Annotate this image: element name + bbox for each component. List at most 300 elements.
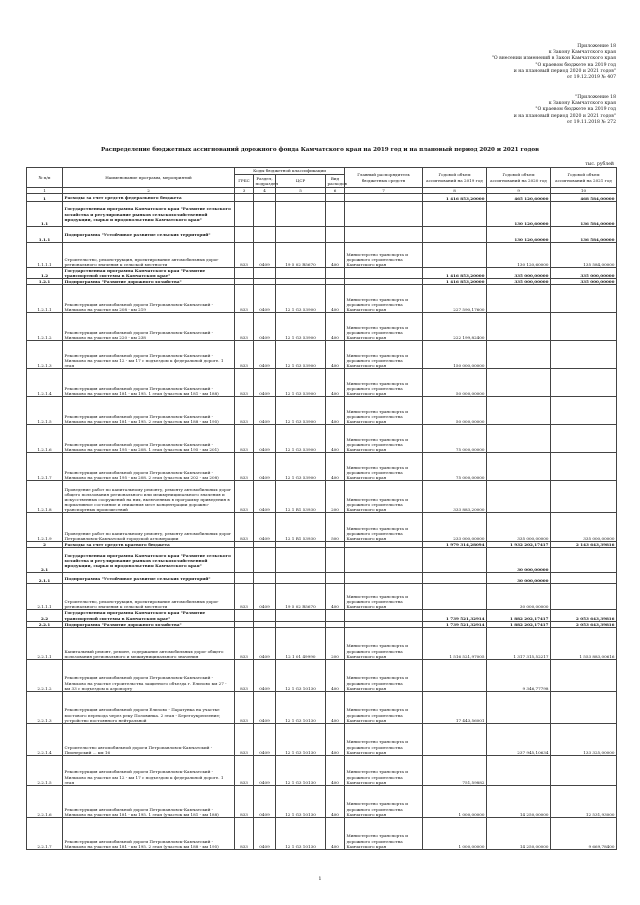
row-amount-2019: 1 516 521,97005 bbox=[423, 627, 487, 659]
col-header-num: № п/п bbox=[27, 168, 63, 188]
row-amount-2019 bbox=[423, 548, 487, 573]
row-csr: 19 5 02 R5670 bbox=[276, 584, 326, 610]
row-number: 2.1 bbox=[27, 548, 63, 573]
row-amount-2021 bbox=[551, 584, 617, 610]
row-manager: Министерство транспорта и дорожного строительства Камчатского края bbox=[345, 785, 423, 817]
row-name: Расходы за счет средств федерального бюджета bbox=[63, 194, 235, 202]
row-number: 2.2.1.2 bbox=[27, 659, 63, 691]
row-csr bbox=[276, 610, 326, 621]
row-amount-2020 bbox=[487, 691, 551, 723]
row-section: 0409 bbox=[254, 817, 276, 849]
row-csr: 12 1 G3 10130 bbox=[276, 723, 326, 755]
row-amount-2021: 2 053 643,39816 bbox=[551, 610, 617, 621]
table-row bbox=[27, 691, 617, 723]
header-original-line: "Приложение 18 bbox=[575, 95, 616, 100]
col-header-grbs: ГРБС bbox=[235, 175, 254, 188]
header-current-line: и на плановый период 2020 и 2021 годов" bbox=[513, 68, 616, 74]
row-expense-type: 400 bbox=[326, 584, 345, 610]
row-manager: Министерство транспорта и дорожного строительства Камчатского края bbox=[345, 627, 423, 659]
header-current-line: "О внесении изменений в Закон Камчатского края bbox=[491, 56, 616, 62]
header-current-line: к Закону Камчатского края bbox=[548, 50, 616, 56]
table-row bbox=[27, 817, 617, 849]
table-row bbox=[27, 584, 617, 610]
column-number: 5 bbox=[276, 188, 326, 194]
table-row bbox=[27, 313, 617, 341]
row-expense-type bbox=[326, 268, 345, 279]
row-csr: 12 1 G3 53900 bbox=[276, 397, 326, 425]
row-expense-type: 400 bbox=[326, 785, 345, 817]
row-amount-2021 bbox=[551, 691, 617, 723]
row-manager: Министерство транспорта и дорожного строительства Камчатского края bbox=[345, 584, 423, 610]
page-number: 1 bbox=[318, 876, 322, 882]
row-amount-2021 bbox=[551, 425, 617, 453]
col-header-codes: Коды бюджетной классификации bbox=[235, 168, 345, 175]
row-section: 0409 bbox=[254, 481, 276, 513]
row-section: 0409 bbox=[254, 285, 276, 313]
row-csr: 12 1 01 49990 bbox=[276, 627, 326, 659]
row-amount-2020: 30 000,00000 bbox=[487, 573, 551, 584]
row-grbs: 833 bbox=[235, 691, 254, 723]
col-header-vr: Вид расходов bbox=[327, 175, 347, 186]
row-manager bbox=[345, 194, 423, 202]
col-header-manager: Главный распорядитель бюджетных средств bbox=[345, 168, 423, 188]
appendix-header-current bbox=[492, 44, 616, 81]
table-row bbox=[27, 268, 617, 279]
row-section: 0409 bbox=[254, 243, 276, 268]
row-grbs: 833 bbox=[235, 481, 254, 513]
row-amount-2019: 50 000,00000 bbox=[423, 397, 487, 425]
row-amount-2020 bbox=[487, 453, 551, 481]
row-expense-type bbox=[326, 194, 345, 202]
row-manager bbox=[345, 268, 423, 279]
row-number: 1.2.1.3 bbox=[27, 341, 63, 369]
row-amount-2021 bbox=[551, 285, 617, 313]
row-expense-type: 400 bbox=[326, 691, 345, 723]
row-expense-type bbox=[326, 227, 345, 243]
row-grbs: 833 bbox=[235, 285, 254, 313]
row-grbs: 833 bbox=[235, 397, 254, 425]
row-section: 0409 bbox=[254, 513, 276, 542]
row-section: 0409 bbox=[254, 313, 276, 341]
column-number: 8 bbox=[423, 188, 487, 194]
col-header-name: Наименование программ, мероприятий bbox=[63, 168, 235, 188]
row-name: Государственная программа Камчатского края "Развитие транспортной системы в Камчатском крае" bbox=[63, 610, 235, 621]
row-amount-2019 bbox=[423, 573, 487, 584]
row-amount-2019 bbox=[423, 723, 487, 755]
table-row bbox=[27, 227, 617, 243]
row-manager bbox=[345, 202, 423, 227]
row-amount-2020 bbox=[487, 313, 551, 341]
row-section: 0409 bbox=[254, 397, 276, 425]
row-amount-2020: 9 346,77798 bbox=[487, 659, 551, 691]
row-amount-2019 bbox=[423, 243, 487, 268]
row-csr: 12 1 G3 10130 bbox=[276, 691, 326, 723]
row-name: Строительство автомобильной дороги Петропавловск-Камчатский - Пионерский ... км 16 bbox=[63, 723, 235, 755]
row-number: 1.2.1.6 bbox=[27, 425, 63, 453]
row-manager: Министерство транспорта и дорожного строительства Камчатского края bbox=[345, 755, 423, 785]
row-manager: Министерство транспорта и дорожного строительства Камчатского края bbox=[345, 243, 423, 268]
table-row bbox=[27, 202, 617, 227]
row-number: 2.1.1.1 bbox=[27, 584, 63, 610]
row-amount-2021: 2 053 643,39816 bbox=[551, 621, 617, 627]
row-amount-2019 bbox=[423, 227, 487, 243]
row-amount-2019: 1 416 853,20000 bbox=[423, 194, 487, 202]
row-name: Государственная программа Камчатского края "Развитие сельского хозяйства и регулирование рынков сельскохозяйственной продукции, сырья и продовольствия Камчатского края" bbox=[63, 202, 235, 227]
row-manager bbox=[345, 227, 423, 243]
row-amount-2019: 1 000,00000 bbox=[423, 785, 487, 817]
row-amount-2020: 1 932 202,17417 bbox=[487, 542, 551, 548]
row-name: Реконструкция автомобильной дороги Елизово - Паратунка на участке мостового перехода через реку Половинка. 2 этап - Берегоукрепление; устройство постоянного нейтральной bbox=[63, 691, 235, 723]
table-row bbox=[27, 627, 617, 659]
row-number: 2 bbox=[27, 542, 63, 548]
row-csr: 12 1 G3 53900 bbox=[276, 453, 326, 481]
appendix-header-original bbox=[514, 95, 616, 126]
table-row bbox=[27, 425, 617, 453]
row-name: Реконструкция автомобильной дороги Петропавловск-Камчатский - Мильково на участке км 181 - км 195. 2 этап (участок км 188 - км 195) bbox=[63, 817, 235, 849]
row-name: Подпрограмма "Развитие дорожного хозяйства" bbox=[63, 621, 235, 627]
col-header-2021: Годовой объем ассигнований на 2021 год bbox=[551, 168, 617, 188]
row-amount-2021: 335 000,00000 bbox=[551, 268, 617, 279]
row-expense-type bbox=[326, 548, 345, 573]
header-current-line: от 19.12.2019 № 407 bbox=[566, 75, 616, 81]
row-amount-2020: 1 882 202,17417 bbox=[487, 610, 551, 621]
row-amount-2020: 30 000,00000 bbox=[487, 584, 551, 610]
row-number: 2.1.1 bbox=[27, 573, 63, 584]
row-amount-2021 bbox=[551, 341, 617, 369]
row-manager bbox=[345, 573, 423, 584]
row-grbs: 833 bbox=[235, 817, 254, 849]
row-amount-2020: 335 000,00000 bbox=[487, 268, 551, 279]
row-section: 0409 bbox=[254, 425, 276, 453]
column-number: 1 bbox=[27, 188, 63, 194]
row-number: 1.2.1.2 bbox=[27, 313, 63, 341]
row-expense-type: 500 bbox=[326, 513, 345, 542]
row-section: 0409 bbox=[254, 341, 276, 369]
row-name: Реконструкция автомобильной дороги Петропавловск-Камчатский - Мильково на участке км 181 - км 195. 1 этап (участок км 181 - км 188) bbox=[63, 785, 235, 817]
row-csr: 12 1 G3 10130 bbox=[276, 659, 326, 691]
table-row bbox=[27, 723, 617, 755]
row-number: 1 bbox=[27, 194, 63, 202]
row-amount-2020: 1 317 315,52217 bbox=[487, 627, 551, 659]
row-amount-2020: 1 882 202,17417 bbox=[487, 621, 551, 627]
row-expense-type: 400 bbox=[326, 285, 345, 313]
row-csr: 12 1 G3 10130 bbox=[276, 755, 326, 785]
row-grbs: 833 bbox=[235, 313, 254, 341]
row-amount-2019: 17 443,56001 bbox=[423, 691, 487, 723]
column-number: 2 bbox=[63, 188, 235, 194]
col-header-2020: Годовой объем ассигнований на 2020 год bbox=[487, 168, 551, 188]
row-amount-2021: 1 553 883,00616 bbox=[551, 627, 617, 659]
row-grbs: 833 bbox=[235, 755, 254, 785]
row-name: Строительство, реконструкция, проектирование автомобильных дорог регионального значения к сельской местности bbox=[63, 243, 235, 268]
row-grbs: 833 bbox=[235, 425, 254, 453]
row-csr: 12 1 G3 10130 bbox=[276, 817, 326, 849]
row-section bbox=[254, 548, 276, 573]
row-name: Реконструкция автомобильной дороги Петропавловск-Камчатский - Мильково на участке км 181 - км 195. 1 этап (участок км 181 - км 188) bbox=[63, 369, 235, 397]
row-expense-type: 200 bbox=[326, 627, 345, 659]
row-amount-2021: 468 584,00000 bbox=[551, 194, 617, 202]
row-number: 2.2.1.5 bbox=[27, 755, 63, 785]
row-expense-type: 400 bbox=[326, 425, 345, 453]
row-manager: Министерство транспорта и дорожного строительства Камчатского края bbox=[345, 723, 423, 755]
row-amount-2021: 9 669,78400 bbox=[551, 817, 617, 849]
row-amount-2020 bbox=[487, 397, 551, 425]
header-current-line: Приложение 18 bbox=[577, 44, 616, 49]
row-number: 2.2.1 bbox=[27, 621, 63, 627]
row-amount-2020: 237 945,10634 bbox=[487, 723, 551, 755]
row-section: 0409 bbox=[254, 755, 276, 785]
row-csr: 12 1 G3 53900 bbox=[276, 425, 326, 453]
row-section: 0409 bbox=[254, 691, 276, 723]
row-csr: 19 5 02 R5670 bbox=[276, 243, 326, 268]
table-row bbox=[27, 785, 617, 817]
row-number: 2.2.1.1 bbox=[27, 627, 63, 659]
row-grbs bbox=[235, 194, 254, 202]
row-amount-2021 bbox=[551, 573, 617, 584]
row-csr: 12 1 R1 53930 bbox=[276, 513, 326, 542]
row-amount-2019: 50 000,00000 bbox=[423, 369, 487, 397]
column-number: 6 bbox=[326, 188, 345, 194]
row-manager: Министерство транспорта и дорожного строительства Камчатского края bbox=[345, 341, 423, 369]
row-manager: Министерство транспорта и дорожного строительства Камчатского края bbox=[345, 369, 423, 397]
row-number: 1.2.1.5 bbox=[27, 397, 63, 425]
row-csr bbox=[276, 194, 326, 202]
row-name: Расходы за счет средств краевого бюджета bbox=[63, 542, 235, 548]
row-csr bbox=[276, 573, 326, 584]
table-row bbox=[27, 453, 617, 481]
row-amount-2020: 14 250,00000 bbox=[487, 785, 551, 817]
row-amount-2021 bbox=[551, 397, 617, 425]
row-amount-2020 bbox=[487, 285, 551, 313]
row-name: Капитальный ремонт, ремонт, содержание автомобильных дорог общего пользования регионального и межмуниципального значения bbox=[63, 627, 235, 659]
row-section: 0409 bbox=[254, 659, 276, 691]
row-manager bbox=[345, 548, 423, 573]
row-grbs: 833 bbox=[235, 785, 254, 817]
row-expense-type: 400 bbox=[326, 369, 345, 397]
row-number: 1.2.1.4 bbox=[27, 369, 63, 397]
row-manager: Министерство транспорта и дорожного строительства Камчатского края bbox=[345, 453, 423, 481]
row-amount-2019: 1 739 521,32914 bbox=[423, 621, 487, 627]
row-name: Подпрограмма "Устойчивое развитие сельских территорий" bbox=[63, 227, 235, 243]
row-amount-2019 bbox=[423, 659, 487, 691]
row-name: Проведение работ по капитальному ремонту, ремонту автомобильных дорог Петропавловск-Камчатской городской агломерации bbox=[63, 513, 235, 542]
row-grbs: 833 bbox=[235, 627, 254, 659]
row-amount-2020 bbox=[487, 341, 551, 369]
table-row bbox=[27, 194, 617, 202]
row-number: 2.2.1.6 bbox=[27, 785, 63, 817]
row-amount-2020: 465 120,60000 bbox=[487, 194, 551, 202]
row-csr bbox=[276, 227, 326, 243]
col-header-csr: ЦСР bbox=[276, 175, 326, 188]
row-manager: Министерство транспорта и дорожного строительства Камчатского края bbox=[345, 659, 423, 691]
row-manager bbox=[345, 610, 423, 621]
row-amount-2019: 333 883,20000 bbox=[423, 481, 487, 513]
row-amount-2019: 75 000,00000 bbox=[423, 425, 487, 453]
units-label: тыс. рублей bbox=[585, 162, 614, 167]
row-expense-type: 400 bbox=[326, 817, 345, 849]
row-manager: Министерство транспорта и дорожного строительства Камчатского края bbox=[345, 313, 423, 341]
row-expense-type: 400 bbox=[326, 397, 345, 425]
row-amount-2019: 222 199,82400 bbox=[423, 313, 487, 341]
row-grbs: 833 bbox=[235, 584, 254, 610]
row-amount-2021 bbox=[551, 481, 617, 513]
col-header-rzpr: Раздел, подраздел bbox=[255, 175, 279, 186]
row-name: Подпрограмма "Развитие дорожного хозяйства" bbox=[63, 279, 235, 285]
column-number: 10 bbox=[551, 188, 617, 194]
row-amount-2020: 335 000,00000 bbox=[487, 279, 551, 285]
row-amount-2021: 335 000,00000 bbox=[551, 279, 617, 285]
row-amount-2019: 150 000,00000 bbox=[423, 341, 487, 369]
row-csr: 12 1 G3 10130 bbox=[276, 785, 326, 817]
row-name: Реконструкция автомобильной дороги Петропавловск-Камчатский - Мильково на участке строительства защитного объезда г. Елизово км 27 - км 33 с подъездом к аэропорту bbox=[63, 659, 235, 691]
row-name: Реконструкция автомобильной дороги Петропавловск-Камчатский - Мильково на участке км 195 - км 208. 2 этап (участок км 202 - км 208) bbox=[63, 453, 235, 481]
row-grbs: 833 bbox=[235, 659, 254, 691]
budget-table bbox=[26, 167, 617, 850]
row-number: 2.2.1.3 bbox=[27, 691, 63, 723]
row-amount-2021: 136 584,00000 bbox=[551, 202, 617, 227]
row-amount-2020 bbox=[487, 369, 551, 397]
col-header-2019: Годовой объем ассигнований на 2019 год bbox=[423, 168, 487, 188]
row-grbs: 833 bbox=[235, 369, 254, 397]
table-row bbox=[27, 610, 617, 621]
row-amount-2020 bbox=[487, 755, 551, 785]
table-row bbox=[27, 481, 617, 513]
row-grbs bbox=[235, 202, 254, 227]
row-expense-type: 200 bbox=[326, 481, 345, 513]
row-name: Реконструкция автомобильной дороги Петропавловск-Камчатский - Мильково на участке км 195 - км 208. 1 этап (участок км 195 - км 201) bbox=[63, 425, 235, 453]
row-grbs: 833 bbox=[235, 243, 254, 268]
row-section: 0409 bbox=[254, 627, 276, 659]
row-section bbox=[254, 610, 276, 621]
row-name: Реконструкция автомобильной дороги Петропавловск-Камчатский - Мильково на участке км 12 - км 17 с подъездом к федеральной дороге. 1 этап bbox=[63, 755, 235, 785]
header-original-line: и на плановый период 2020 и 2021 годов" bbox=[513, 113, 616, 119]
row-expense-type bbox=[326, 610, 345, 621]
row-csr bbox=[276, 268, 326, 279]
row-name: Подпрограмма "Устойчивое развитие сельских территорий" bbox=[63, 573, 235, 584]
table-row bbox=[27, 285, 617, 313]
row-name: Государственная программа Камчатского края "Развитие транспортной системы в Камчатском крае" bbox=[63, 268, 235, 279]
row-name: Проведение работ по капитальному ремонту, ремонту автомобильных дорог общего пользования регионального или межмуниципального значения и искусственных сооружений на них, включенных в программу приведения в нормативное состояние и снижения мест концентрации дорожно-транспортных происшествий bbox=[63, 481, 235, 513]
row-amount-2019 bbox=[423, 584, 487, 610]
row-number: 1.2.1 bbox=[27, 279, 63, 285]
table-body bbox=[27, 194, 617, 850]
row-section: 0409 bbox=[254, 453, 276, 481]
row-amount-2019: 1 416 853,20000 bbox=[423, 268, 487, 279]
row-grbs: 833 bbox=[235, 723, 254, 755]
header-original-line: от 19.11.2018 № 272 bbox=[566, 119, 616, 125]
row-section: 0409 bbox=[254, 369, 276, 397]
table-row bbox=[27, 369, 617, 397]
row-csr: 12 1 G3 53900 bbox=[276, 313, 326, 341]
row-amount-2020: 130 120,60000 bbox=[487, 202, 551, 227]
row-csr: 12 1 G3 53900 bbox=[276, 341, 326, 369]
row-amount-2019 bbox=[423, 202, 487, 227]
row-csr: 12 1 R1 53930 bbox=[276, 481, 326, 513]
column-number: 4 bbox=[254, 188, 276, 194]
row-expense-type: 400 bbox=[326, 313, 345, 341]
row-expense-type: 400 bbox=[326, 755, 345, 785]
row-expense-type: 400 bbox=[326, 453, 345, 481]
row-amount-2021 bbox=[551, 313, 617, 341]
row-amount-2019: 1 739 521,32914 bbox=[423, 610, 487, 621]
row-number: 1.1.1.1 bbox=[27, 243, 63, 268]
row-grbs bbox=[235, 548, 254, 573]
row-amount-2021 bbox=[551, 453, 617, 481]
row-number: 1.2 bbox=[27, 268, 63, 279]
header-current-line: "О краевом бюджете на 2019 год bbox=[535, 62, 616, 68]
table-row bbox=[27, 573, 617, 584]
row-amount-2021: 2 143 643,39816 bbox=[551, 542, 617, 548]
document-title: Распределение бюджетных ассигнований дорожного фонда Камчатского края на 2019 год и на плановый период 2020 и 2021 годов bbox=[100, 147, 540, 153]
row-amount-2021: 136 584,00000 bbox=[551, 227, 617, 243]
column-number: 7 bbox=[345, 188, 423, 194]
row-number: 1.2.1.9 bbox=[27, 513, 63, 542]
row-number: 1.1.1 bbox=[27, 227, 63, 243]
row-number: 2.2.1.7 bbox=[27, 817, 63, 849]
row-amount-2021 bbox=[551, 369, 617, 397]
row-amount-2019: 1 416 853,20000 bbox=[423, 279, 487, 285]
row-grbs: 833 bbox=[235, 341, 254, 369]
table-row bbox=[27, 755, 617, 785]
row-section: 0409 bbox=[254, 785, 276, 817]
row-manager: Министерство транспорта и дорожного строительства Камчатского края bbox=[345, 285, 423, 313]
row-number: 1.2.1.8 bbox=[27, 481, 63, 513]
row-manager: Министерство транспорта и дорожного строительства Камчатского края bbox=[345, 817, 423, 849]
row-number: 2.2 bbox=[27, 610, 63, 621]
row-grbs bbox=[235, 610, 254, 621]
column-number: 9 bbox=[487, 188, 551, 194]
row-amount-2020: 335 000,00000 bbox=[487, 513, 551, 542]
row-section: 0409 bbox=[254, 723, 276, 755]
table-row bbox=[27, 548, 617, 573]
row-expense-type: 400 bbox=[326, 341, 345, 369]
row-csr bbox=[276, 548, 326, 573]
table-row bbox=[27, 397, 617, 425]
table-row bbox=[27, 341, 617, 369]
row-amount-2021 bbox=[551, 659, 617, 691]
row-expense-type: 400 bbox=[326, 723, 345, 755]
row-name: Реконструкция автомобильной дороги Петропавловск-Камчатский - Мильково на участке км 220 - км 238 bbox=[63, 313, 235, 341]
row-manager: Министерство транспорта и дорожного строительства Камчатского края bbox=[345, 481, 423, 513]
row-section: 0409 bbox=[254, 584, 276, 610]
header-original-line: "О краевом бюджете на 2019 год bbox=[535, 107, 616, 113]
row-amount-2019: 1 979 314,28094 bbox=[423, 542, 487, 548]
row-manager: Министерство транспорта и дорожного строительства Камчатского края bbox=[345, 513, 423, 542]
row-number: 2.2.1.4 bbox=[27, 723, 63, 755]
row-amount-2019: 233 000,00000 bbox=[423, 513, 487, 542]
row-grbs bbox=[235, 227, 254, 243]
header-original-line: к Закону Камчатского края bbox=[548, 101, 616, 107]
table-row bbox=[27, 513, 617, 542]
row-name: Реконструкция автомобильной дороги Петропавловск-Камчатский - Мильково на участке км 181 - км 195. 2 этап (участок км 188 - км 195) bbox=[63, 397, 235, 425]
row-amount-2020 bbox=[487, 425, 551, 453]
row-csr: 12 1 G3 53900 bbox=[276, 369, 326, 397]
row-amount-2021 bbox=[551, 755, 617, 785]
row-expense-type: 400 bbox=[326, 243, 345, 268]
row-number: 1.1 bbox=[27, 202, 63, 227]
row-expense-type: 400 bbox=[326, 659, 345, 691]
row-grbs bbox=[235, 573, 254, 584]
row-amount-2019: 751,59882 bbox=[423, 755, 487, 785]
row-manager: Министерство транспорта и дорожного строительства Камчатского края bbox=[345, 397, 423, 425]
row-csr bbox=[276, 202, 326, 227]
row-section bbox=[254, 227, 276, 243]
row-number: 1.2.1.1 bbox=[27, 285, 63, 313]
row-amount-2019: 75 000,00000 bbox=[423, 453, 487, 481]
row-amount-2020 bbox=[487, 481, 551, 513]
row-grbs: 833 bbox=[235, 513, 254, 542]
row-amount-2020: 14 250,00000 bbox=[487, 817, 551, 849]
